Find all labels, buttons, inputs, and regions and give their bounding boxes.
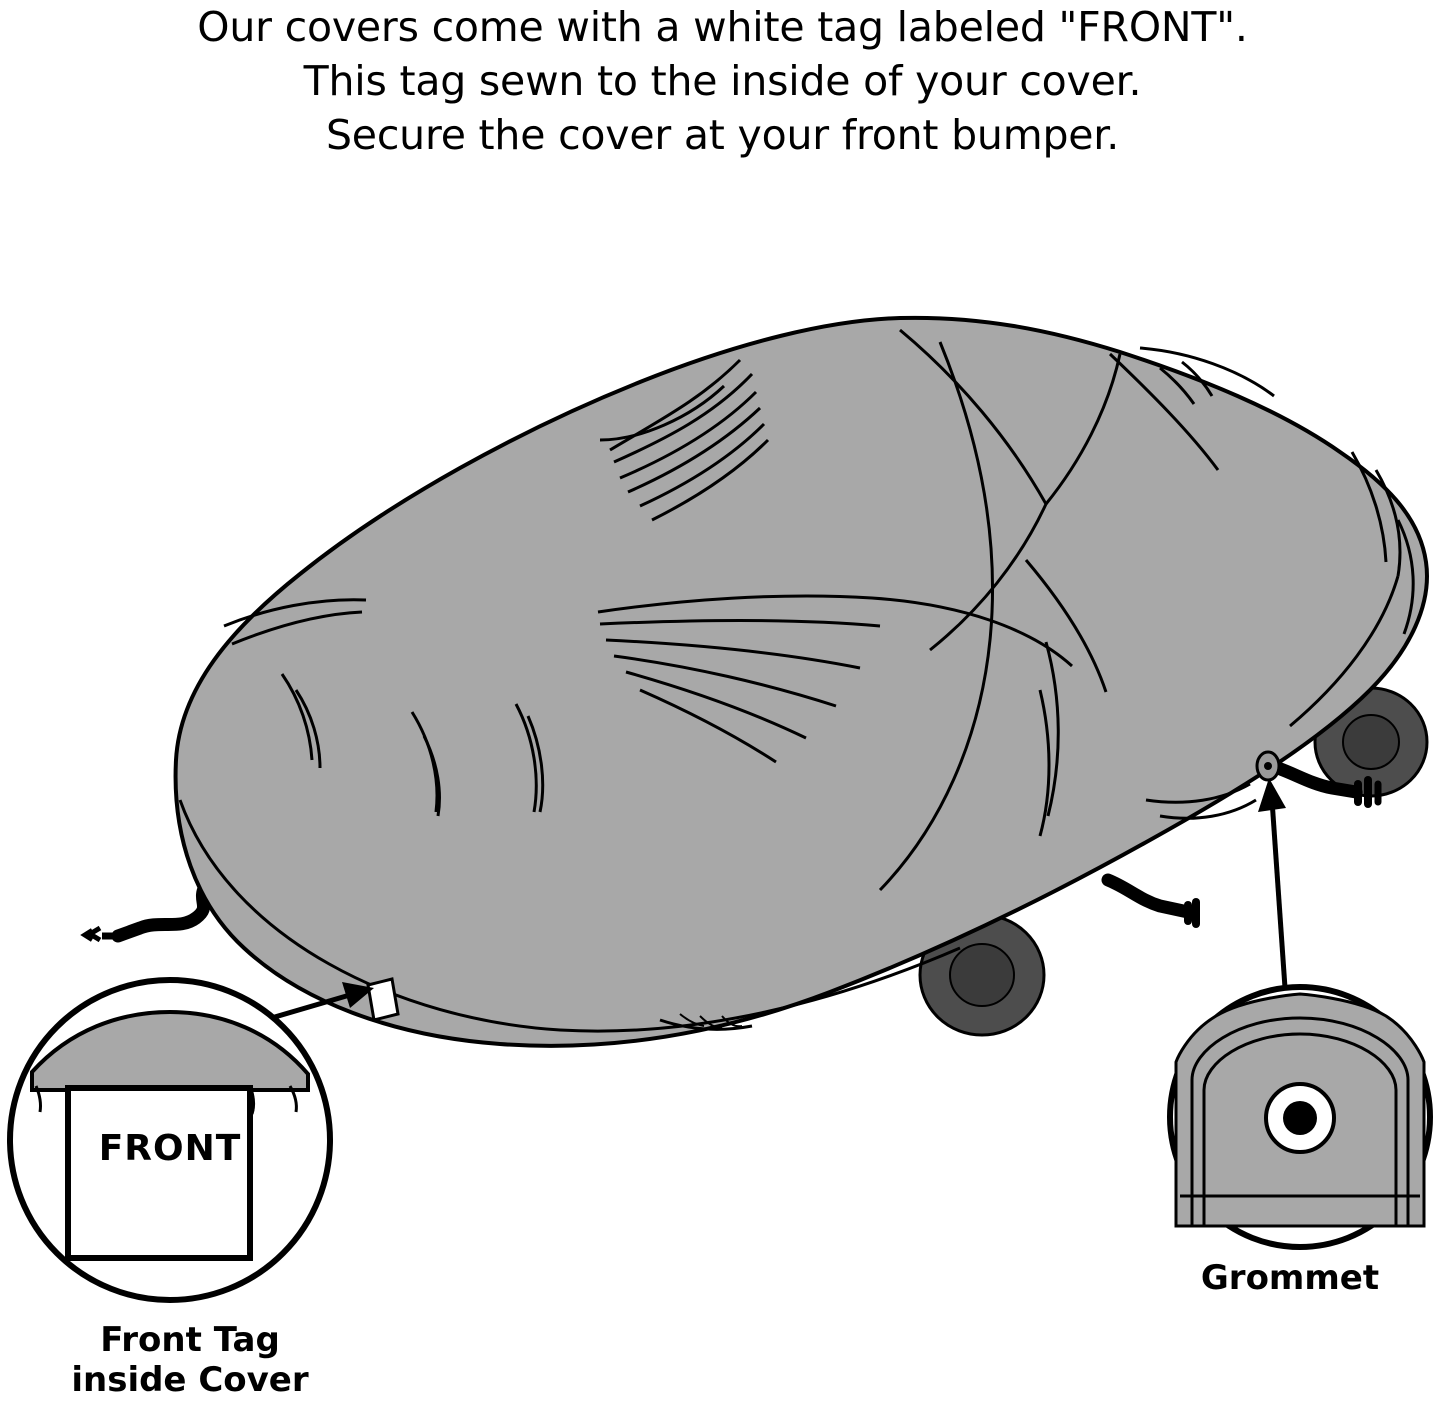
cover-body — [176, 318, 1427, 1046]
front-tag-caption-line-1: Front Tag — [100, 1320, 280, 1360]
strap-hook-icon-middle — [1108, 880, 1196, 924]
instruction-line-1: Our covers come with a white tag labeled "FRONT". — [197, 3, 1248, 51]
instruction-line-2: This tag sewn to the inside of your cover. — [303, 57, 1142, 105]
strap-hook-icon-left — [84, 884, 206, 940]
front-tag-on-cover — [368, 979, 398, 1020]
grommet-on-cover — [1257, 752, 1279, 780]
front-tag-caption-line-2: inside Cover — [71, 1360, 309, 1400]
instruction-line-3: Secure the cover at your front bumper. — [325, 111, 1120, 159]
front-tag-text: FRONT — [98, 1128, 242, 1169]
grommet-callout — [1170, 987, 1430, 1247]
grommet-caption: Grommet — [1200, 1258, 1380, 1298]
front-tag-caption — [0, 1320, 380, 1400]
